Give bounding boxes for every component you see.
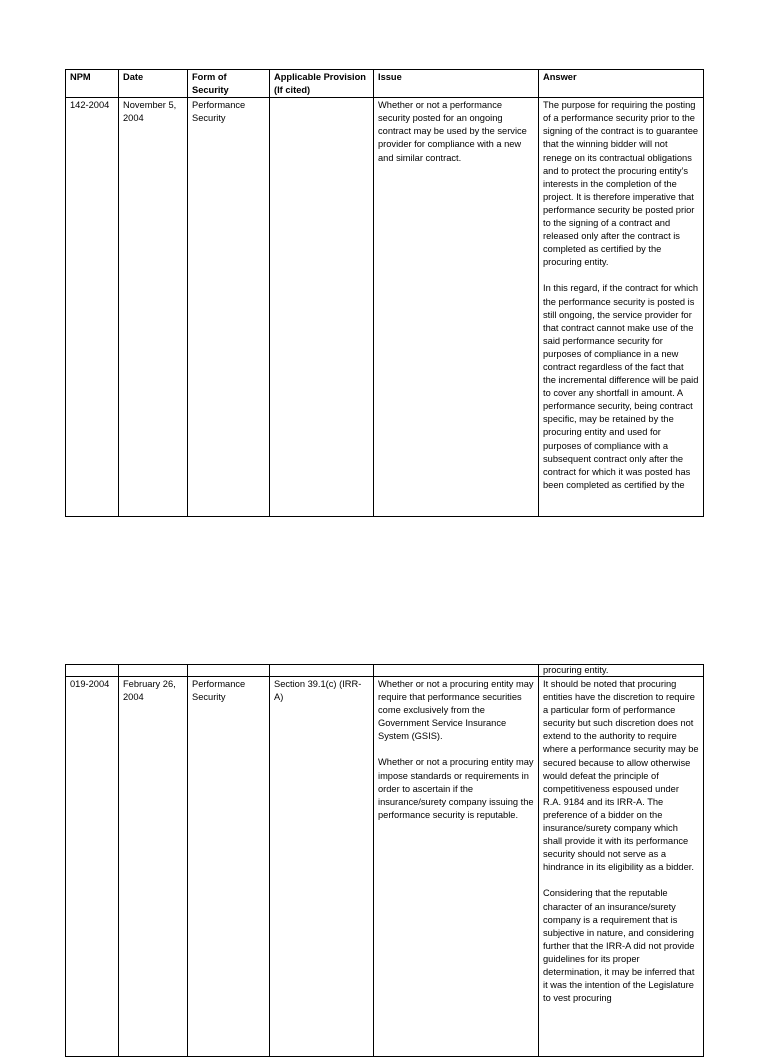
issue-paragraph: Whether or not a procuring entity may impose standards or requirements in order to ascertain if the insurance/surety company issuing the performance security is reputable. bbox=[378, 757, 534, 820]
cell-date bbox=[119, 665, 188, 677]
issue-paragraph: Whether or not a procuring entity may require that performance securities come exclusively from the Government Service Insurance System (GSIS). bbox=[378, 679, 534, 742]
cell-applicable-provision: Section 39.1(c) (IRR-A) bbox=[270, 677, 374, 1057]
npm-table-bottom bbox=[65, 664, 704, 1057]
cell-form-of-security bbox=[188, 665, 270, 677]
cell-form-of-security: Performance Security bbox=[188, 677, 270, 1057]
cell-issue bbox=[374, 665, 539, 677]
answer-paragraph: It should be noted that procuring entities have the discretion to require a particular form of performance security but such discretion does not extend to the authority to require where a performance security may be secured because to allow otherwise would defeat the principle of competitiveness espoused under R.A. 9184 and its IRR-A. The preference of a bidder on the insurance/surety company which shall provide it with its performance security should not serve as a hindrance in its eligibility as a bidder. bbox=[543, 679, 699, 873]
continuation-row bbox=[66, 665, 704, 677]
header-issue: Issue bbox=[374, 70, 539, 98]
cell-answer bbox=[539, 677, 704, 1057]
cell-form-of-security: Performance Security bbox=[188, 98, 270, 517]
cell-issue bbox=[374, 677, 539, 1057]
cell-npm bbox=[66, 665, 119, 677]
table-row bbox=[66, 677, 704, 1057]
answer-paragraph: Considering that the reputable character of an insurance/surety company is a requirement that is subjective in nature, and considering further that the IRR-A did not provide guidelines for its proper determination, it may be inferred that it was the intention of the Legislature to vest procuring bbox=[543, 888, 695, 1004]
header-applicable-provision: Applicable Provision (If cited) bbox=[270, 70, 374, 98]
npm-table-top bbox=[65, 69, 704, 517]
cell-date: February 26, 2004 bbox=[119, 677, 188, 1057]
cell-answer-continued: procuring entity. bbox=[539, 665, 704, 677]
header-date: Date bbox=[119, 70, 188, 98]
cell-applicable-provision bbox=[270, 665, 374, 677]
cell-issue: Whether or not a performance security posted for an ongoing contract may be used by the service provider for compliance with a new and similar contract. bbox=[374, 98, 539, 517]
table-header-row bbox=[66, 70, 704, 98]
header-form-of-security: Form of Security bbox=[188, 70, 270, 98]
cell-npm: 142-2004 bbox=[66, 98, 119, 517]
header-answer: Answer bbox=[539, 70, 704, 98]
cell-npm: 019-2004 bbox=[66, 677, 119, 1057]
answer-paragraph: The purpose for requiring the posting of a performance security prior to the signing of the contract is to guarantee that the winning bidder will not renege on its contractual obligations and to protect the procuring entity’s interests in the completion of the project. It is therefore imperative that performance security be posted prior to the signing of a contract and released only after the contract is completed as certified by the procuring entity. bbox=[543, 100, 699, 268]
cell-answer bbox=[539, 98, 704, 517]
cell-date: November 5, 2004 bbox=[119, 98, 188, 517]
table-row bbox=[66, 98, 704, 517]
cell-applicable-provision bbox=[270, 98, 374, 517]
header-npm: NPM bbox=[66, 70, 119, 98]
answer-paragraph: In this regard, if the contract for which the performance security is posted is still ongoing, the service provider for that contract cannot make use of the said performance security for purposes of compliance in a new contract regardless of the fact that the incremental difference will be paid to cover any shortfall in amount. A performance security, being contract specific, may be retained by the procuring entity and used for purposes of compliance with a subsequent contract only after the contract for which it was posted has been completed as certified by the bbox=[543, 283, 699, 490]
